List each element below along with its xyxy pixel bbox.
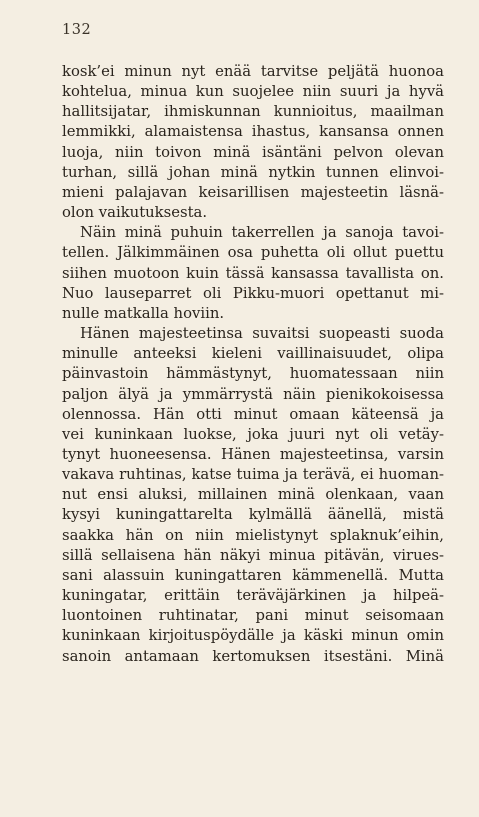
text-line: tynyt huoneesensa. Hänen majesteetinsa, varsin — [62, 445, 444, 463]
text-line: sanoin antamaan kertomuksen itsestäni. Minä — [62, 647, 444, 665]
text-line: siihen muotoon kuin tässä kansassa tavallista on. — [62, 264, 444, 282]
text-line: vei kuninkaan luokse, joka juuri nyt oli vetäy- — [62, 425, 444, 443]
text-line: tellen. Jälkimmäinen osa puhetta oli ollut puettu — [62, 244, 444, 262]
text-line: nulle matkalla hoviin. — [62, 304, 225, 322]
paragraph-3 — [62, 324, 444, 667]
text-line: luontoinen ruhtinatar, pani minut seisomaan — [62, 607, 444, 625]
body-text — [62, 62, 444, 667]
text-line: minulle anteeksi kieleni vaillinaisuudet, olipa — [62, 345, 444, 363]
text-line: olennossa. Hän otti minut omaan käteensä ja — [62, 405, 444, 423]
page-number: 132 — [62, 22, 92, 38]
text-line: kohtelua, minua kun suojelee niin suuri ja hyvä — [62, 83, 444, 101]
paragraph-2 — [62, 223, 444, 324]
text-line: Hänen majesteetinsa suvaitsi suopeasti suoda — [80, 325, 444, 343]
text-line: paljon älyä ja ymmärrystä näin pienikokoisessa — [62, 385, 444, 403]
text-line: sani alassuin kuningattaren kämmenellä. Mutta — [62, 566, 444, 584]
text-line: kuningatar, erittäin teräväjärkinen ja hilpeä- — [62, 587, 444, 605]
text-line: lemmikki, alamaistensa ihastus, kansansa onnen — [62, 123, 444, 141]
text-line: Näin minä puhuin takerrellen ja sanoja tavoi- — [80, 224, 444, 242]
text-line: vakava ruhtinas, katse tuima ja terävä, ei huoman- — [62, 466, 444, 484]
text-line: olon vaikutuksesta. — [62, 204, 208, 222]
paragraph-1 — [62, 62, 444, 223]
text-line: Nuo lauseparret oli Pikku-muori opettanut mi- — [62, 284, 444, 302]
text-line: kuninkaan kirjoituspöydälle ja käski minun omin — [62, 627, 444, 645]
text-line: hallitsijatar, ihmiskunnan kunnioitus, maailman — [62, 103, 444, 121]
text-line: saakka hän on niin mielistynyt splaknuk’eihin, — [62, 526, 444, 544]
text-line: sillä sellaisena hän näkyi minua pitävän, virues- — [62, 546, 444, 564]
text-line: luoja, niin toivon minä isäntäni pelvon olevan — [62, 143, 444, 161]
text-line: turhan, sillä johan minä nytkin tunnen elinvoi- — [62, 163, 444, 181]
text-line: kosk’ei minun nyt enää tarvitse peljätä huonoa — [62, 63, 444, 80]
text-line: mieni palajavan keisarillisen majesteetin läsnä- — [62, 183, 444, 201]
text-line: kysyi kuningattarelta kylmällä äänellä, mistä — [62, 506, 444, 524]
text-line: nut ensi aluksi, millainen minä olenkaan, vaan — [62, 486, 444, 504]
text-line: päinvastoin hämmästynyt, huomatessaan niin — [62, 365, 444, 383]
